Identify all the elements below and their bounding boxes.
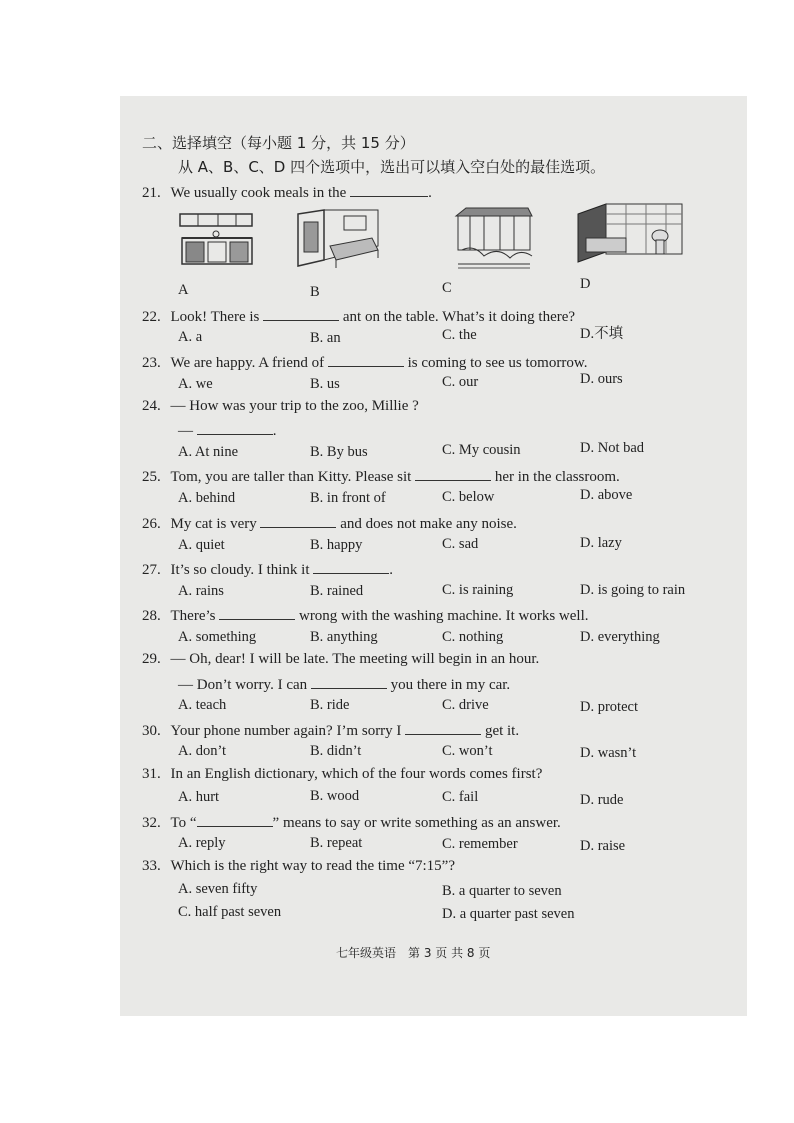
option-c: C. My cousin: [442, 442, 521, 458]
answer-blank: [415, 466, 491, 481]
option-d: D. everything: [580, 629, 660, 645]
option-b: B. ride: [310, 697, 350, 713]
option-d: D.不填: [580, 326, 624, 342]
option-b: B. an: [310, 330, 341, 346]
question-number: 30.: [142, 723, 161, 739]
option-b: B. us: [310, 376, 340, 392]
question-text-end: get it.: [484, 723, 520, 739]
question-text-end: .: [389, 562, 394, 578]
option-a: A. teach: [178, 697, 227, 713]
question-text: We are happy. A friend of: [170, 355, 325, 371]
option-d-label: D: [580, 276, 591, 292]
option-d: D. wasn’t: [580, 745, 637, 761]
question-number: 33.: [142, 858, 161, 874]
period: .: [272, 423, 277, 439]
section-title: 二、选择填空（每小题 1 分，共 15 分）: [142, 134, 415, 152]
kitchen-picture: [178, 208, 256, 270]
option-d: D. raise: [580, 838, 626, 854]
question-25: [142, 466, 620, 486]
option-c: C. nothing: [442, 629, 504, 645]
option-c-label: C: [442, 280, 452, 296]
answer-blank: [313, 559, 389, 574]
question-number: 26.: [142, 516, 161, 532]
option-d: D. is going to rain: [580, 582, 686, 598]
option-b: B. wood: [310, 788, 360, 804]
option-d: D. Not bad: [580, 440, 645, 456]
question-text: We usually cook meals in the: [170, 185, 347, 201]
question-text: In an English dictionary, which of the four words comes first?: [170, 766, 543, 782]
question-28: [142, 605, 589, 625]
answer-blank: [197, 812, 273, 827]
question-number: 31.: [142, 766, 161, 782]
question-27: [142, 559, 393, 579]
question-text: Tom, you are taller than Kitty. Please sit: [170, 469, 412, 485]
question-31: [142, 766, 542, 783]
option-c: C. is raining: [442, 582, 514, 598]
question-33: [142, 858, 455, 875]
page-footer: 七年级英语 第 3 页 共 8 页: [336, 946, 491, 960]
option-a: A. reply: [178, 835, 226, 851]
option-b: B. in front of: [310, 490, 386, 506]
option-c: C. drive: [442, 697, 489, 713]
option-a: A. rains: [178, 583, 224, 599]
option-c: C. fail: [442, 789, 479, 805]
option-c: C. half past seven: [178, 904, 282, 920]
option-d: D. ours: [580, 371, 623, 387]
question-number: 22.: [142, 309, 161, 325]
question-22: [142, 306, 575, 326]
option-b: B. a quarter to seven: [442, 883, 562, 899]
option-c: C. won’t: [442, 743, 493, 759]
question-number: 29.: [142, 651, 161, 667]
option-a: A. At nine: [178, 444, 239, 460]
question-text-end: is coming to see us tomorrow.: [407, 355, 588, 371]
answer-blank: [311, 674, 387, 689]
answer-blank: [328, 352, 404, 367]
question-text: Look! There is: [170, 309, 260, 325]
option-b-label: B: [310, 284, 320, 300]
question-text: Your phone number again? I’m sorry I: [170, 723, 402, 739]
question-24-answer-line: [178, 420, 277, 440]
answer-blank: [405, 720, 481, 735]
question-text-end: wrong with the washing machine. It works well.: [298, 608, 589, 624]
option-d: D. rude: [580, 792, 624, 808]
answer-blank: [260, 513, 336, 528]
option-d: D. protect: [580, 699, 638, 715]
question-29: [142, 651, 539, 668]
option-a: A. we: [178, 376, 213, 392]
question-32: [142, 812, 561, 832]
question-text-end: .: [428, 185, 432, 201]
question-text-end: and does not make any noise.: [340, 516, 517, 532]
dash: —: [178, 423, 193, 439]
answer-blank: [350, 182, 428, 197]
question-number: 28.: [142, 608, 161, 624]
option-c: C. remember: [442, 836, 518, 852]
question-number: 27.: [142, 562, 161, 578]
option-a: A. don’t: [178, 743, 227, 759]
option-d: D. above: [580, 487, 633, 503]
option-c: C. below: [442, 489, 495, 505]
option-b: B. rained: [310, 583, 364, 599]
question-number: 32.: [142, 815, 161, 831]
question-29-reply: [178, 674, 510, 694]
question-30: [142, 720, 519, 740]
question-text: There’s: [170, 608, 216, 624]
option-a: A. a: [178, 329, 203, 345]
question-text: To “: [170, 815, 197, 831]
question-text: — Oh, dear! I will be late. The meeting will begin in an hour.: [170, 651, 540, 667]
option-a-label: A: [178, 282, 189, 298]
question-text-end: ant on the table. What’s it doing there?: [342, 309, 576, 325]
option-b: B. anything: [310, 629, 378, 645]
question-text: — Don’t worry. I can: [178, 677, 308, 693]
option-a: A. behind: [178, 490, 236, 506]
question-text: Which is the right way to read the time “7:15”?: [170, 858, 455, 874]
option-c: C. sad: [442, 536, 479, 552]
answer-blank: [263, 306, 339, 321]
option-b: B. repeat: [310, 835, 363, 851]
question-text: It’s so cloudy. I think it: [170, 562, 310, 578]
option-b: B. happy: [310, 537, 363, 553]
question-26: [142, 513, 517, 533]
bedroom-picture: [294, 208, 380, 272]
question-24: [142, 398, 419, 415]
option-a: A. seven fifty: [178, 881, 258, 897]
answer-blank: [219, 605, 295, 620]
question-23: [142, 352, 587, 372]
question-text-end: her in the classroom.: [494, 469, 620, 485]
question-text: My cat is very: [170, 516, 257, 532]
bathroom-picture: [576, 200, 686, 266]
option-d: D. lazy: [580, 535, 622, 551]
question-number: 25.: [142, 469, 161, 485]
option-d: D. a quarter past seven: [442, 906, 575, 922]
option-b: B. didn’t: [310, 743, 362, 759]
option-a: A. something: [178, 629, 257, 645]
option-c: C. our: [442, 374, 479, 390]
question-text: — How was your trip to the zoo, Millie ?: [170, 398, 419, 414]
option-a: A. quiet: [178, 537, 225, 553]
section-instruction: 从 A、B、C、D 四个选项中，选出可以填入空白处的最佳选项。: [178, 158, 606, 176]
exam-page: [120, 96, 747, 1016]
question-number: 21.: [142, 185, 161, 201]
question-number: 23.: [142, 355, 161, 371]
question-text-end: ” means to say or write something as an answer.: [272, 815, 561, 831]
option-a: A. hurt: [178, 789, 220, 805]
option-c: C. the: [442, 327, 477, 343]
question-number: 24.: [142, 398, 161, 414]
garden-picture: [454, 206, 534, 270]
answer-blank: [197, 420, 273, 435]
option-b: B. By bus: [310, 444, 368, 460]
question-21: [142, 182, 432, 202]
question-text-end: you there in my car.: [390, 677, 511, 693]
